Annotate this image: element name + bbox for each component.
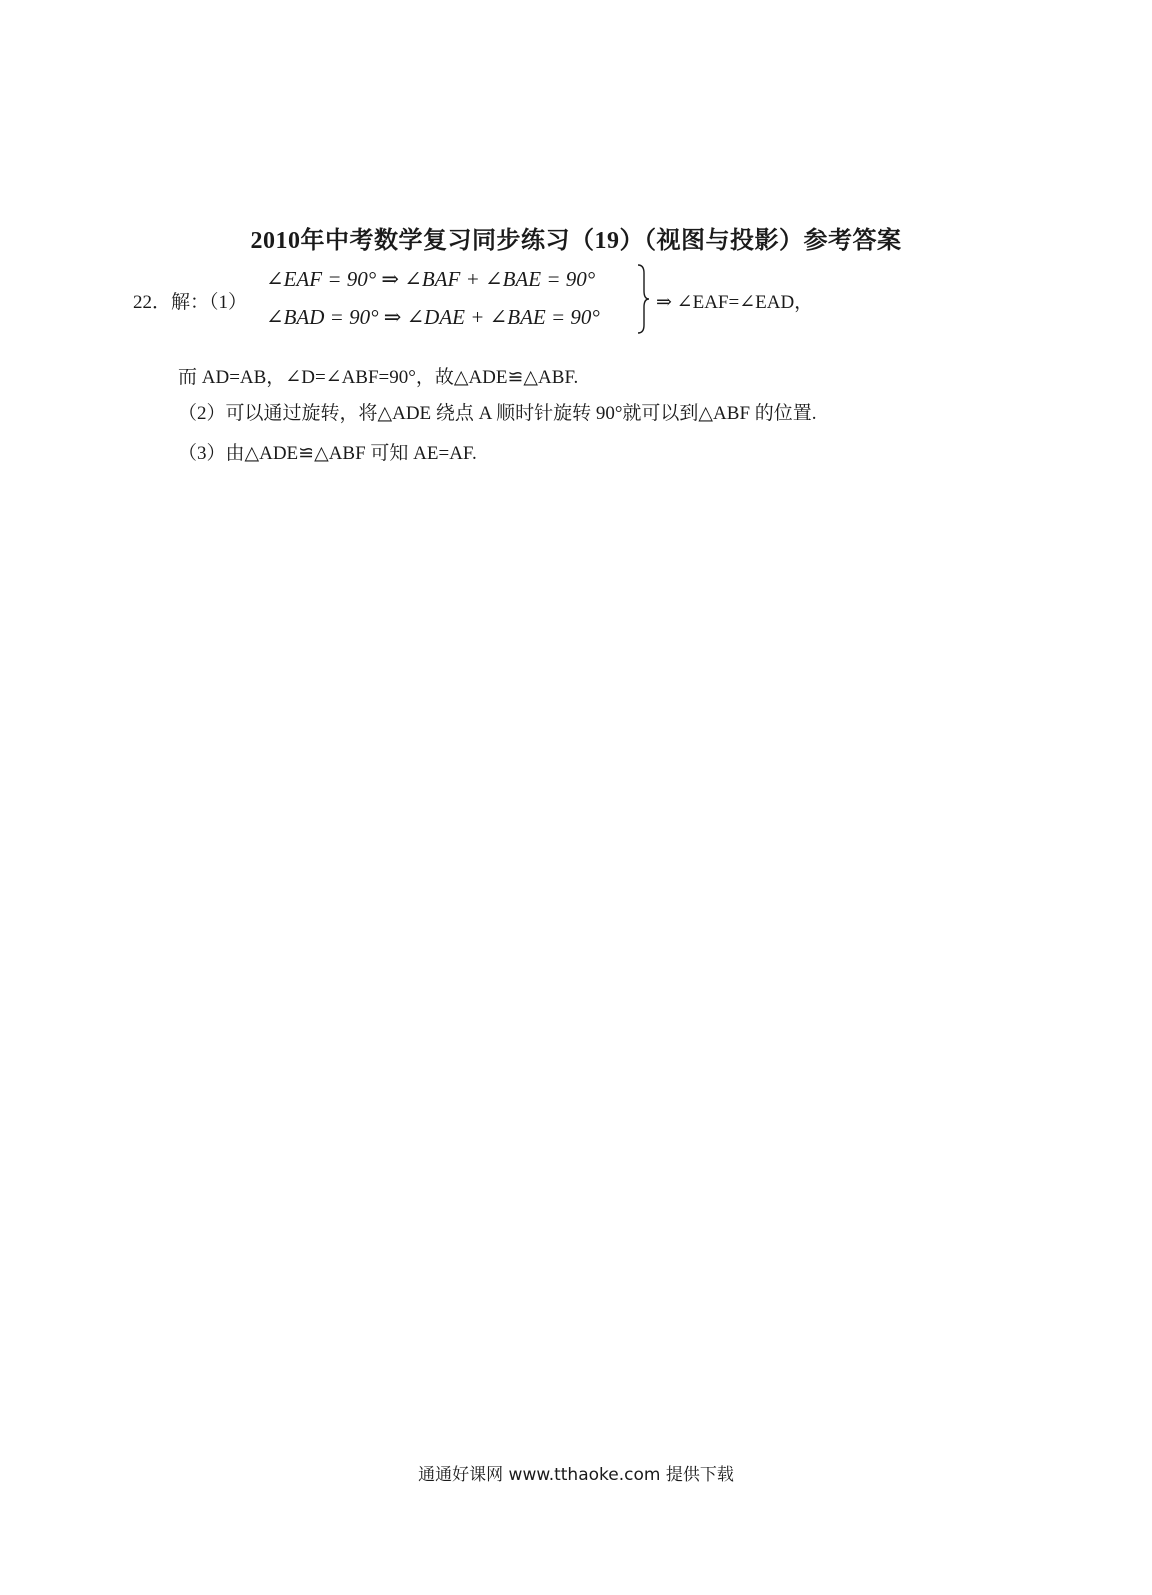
equation-line-1: ∠EAF = 90° ⇒ ∠BAF + ∠BAE = 90° [266, 267, 596, 291]
page-title: 2010年中考数学复习同步练习（19）（视图与投影）参考答案 [250, 228, 902, 254]
right-brace-icon [636, 263, 650, 335]
question-number: 22．解：（1） [133, 292, 248, 313]
answer-line-2: （2）可以通过旋转，将△ADE 绕点 A 顺时针旋转 90°就可以到△ABF 的位置. [178, 403, 817, 424]
equation-conclusion: ⇒ ∠EAF=∠EAD， [656, 292, 814, 313]
answer-line-3: （3）由△ADE≌△ABF 可知 AE=AF. [178, 443, 477, 464]
footer-source: 通通好课网 www.tthaoke.com 提供下载 [418, 1465, 734, 1485]
answer-line-1: 而 AD=AB，∠D=∠ABF=90°，故△ADE≌△ABF. [178, 367, 579, 388]
equation-line-2: ∠BAD = 90° ⇒ ∠DAE + ∠BAE = 90° [266, 305, 600, 329]
